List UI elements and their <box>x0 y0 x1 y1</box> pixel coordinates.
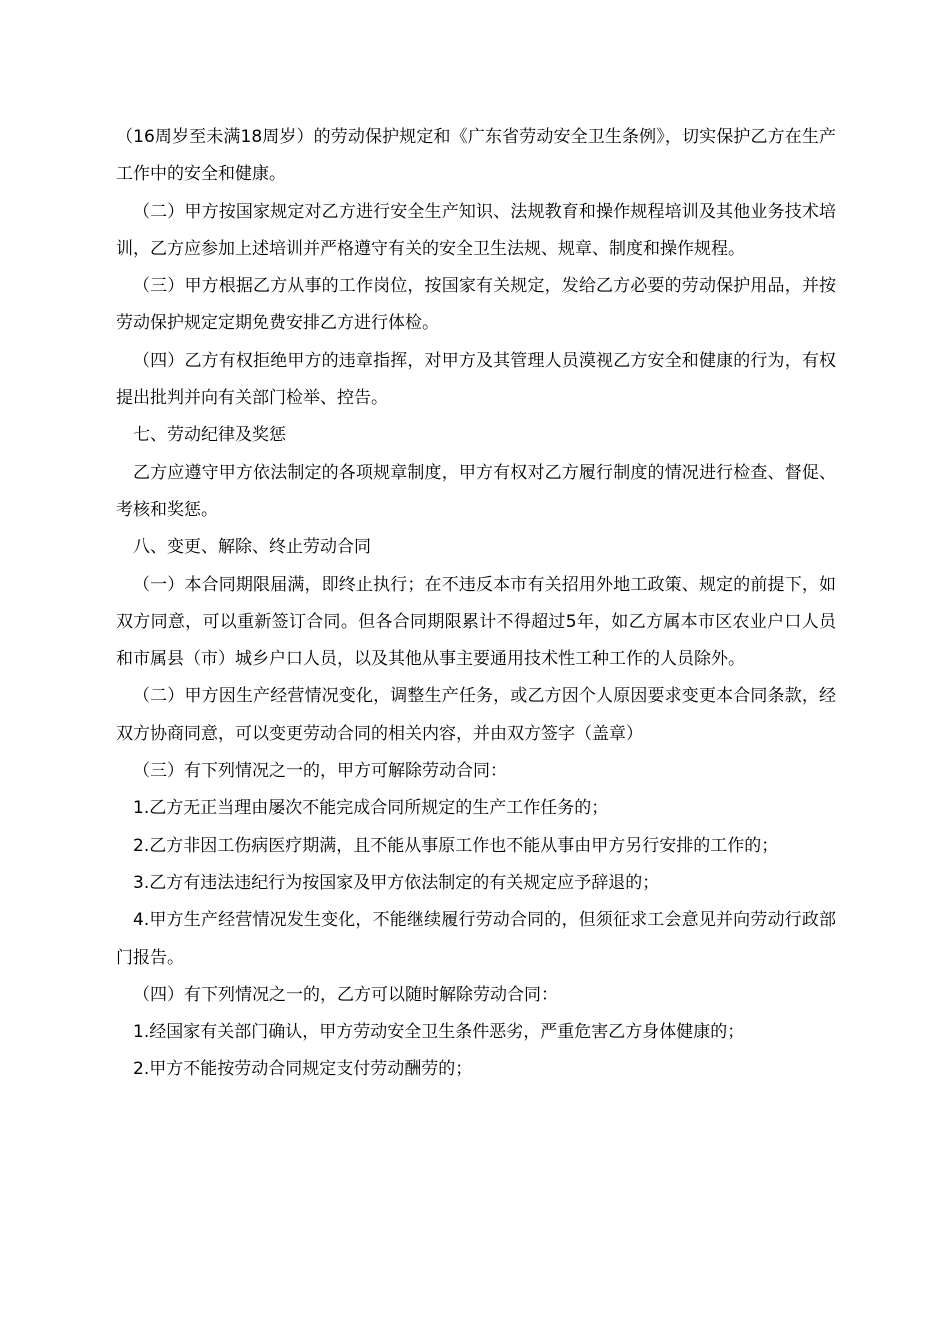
paragraph-7: （二）甲方因生产经营情况变化，调整生产任务，或乙方因个人原因要求变更本合同条款，经双方协商同意，可以变更劳动合同的相关内容，并由双方签字（盖章） <box>116 686 836 744</box>
document-body <box>116 119 836 1089</box>
paragraph-6: （一）本合同期限届满，即终止执行；在不违反本市有关招用外地工政策、规定的前提下，如双方同意，可以重新签订合同。但各合同期限累计不得超过5年，如乙方属本市区农业户口人员和市属县（市）城乡户口人员，以及其他从事主要通用技术性工种工作的人员除外。 <box>116 574 836 670</box>
paragraph-3: （三）甲方根据乙方从事的工作岗位，按国家有关规定，发给乙方必要的劳动保护用品，并按劳动保护规定定期免费安排乙方进行体检。 <box>116 276 836 334</box>
section-heading-8: 八、变更、解除、终止劳动合同 <box>133 537 371 558</box>
list-item: 4.甲方生产经营情况发生变化，不能继续履行劳动合同的，但须征求工会意见并向劳动行政部门报告。 <box>116 910 836 968</box>
list-item: 1.乙方无正当理由屡次不能完成合同所规定的生产工作任务的； <box>133 798 609 819</box>
paragraph-5: 乙方应遵守甲方依法制定的各项规章制度，甲方有权对乙方履行制度的情况进行检查、督促、考核和奖惩。 <box>116 462 836 520</box>
paragraph-4: （四）乙方有权拒绝甲方的违章指挥，对甲方及其管理人员漠视乙方安全和健康的行为，有权提出批判并向有关部门检举、控告。 <box>116 350 836 409</box>
paragraph-9: （四）有下列情况之一的，乙方可以随时解除劳动合同： <box>133 984 558 1005</box>
list-item: 2.甲方不能按劳动合同规定支付劳动酬劳的； <box>133 1059 473 1080</box>
list-item: 3.乙方有违法违纪行为按国家及甲方依法制定的有关规定应予辞退的； <box>133 872 660 893</box>
paragraph-8: （三）有下列情况之一的，甲方可解除劳动合同： <box>133 761 507 782</box>
paragraph-1: （16周岁至未满18周岁）的劳动保护规定和《广东省劳动安全卫生条例》，切实保护乙方在生产工作中的安全和健康。 <box>116 127 836 185</box>
paragraph-2: （二）甲方按国家规定对乙方进行安全生产知识、法规教育和操作规程培训及其他业务技术培训，乙方应参加上述培训并严格遵守有关的安全卫生法规、规章、制度和操作规程。 <box>116 201 836 259</box>
list-item: 1.经国家有关部门确认，甲方劳动安全卫生条件恶劣，严重危害乙方身体健康的； <box>133 1022 745 1043</box>
list-item: 2.乙方非因工伤病医疗期满，且不能从事原工作也不能从事由甲方另行安排的工作的； <box>133 835 779 856</box>
section-heading-7: 七、劳动纪律及奖惩 <box>133 425 286 446</box>
